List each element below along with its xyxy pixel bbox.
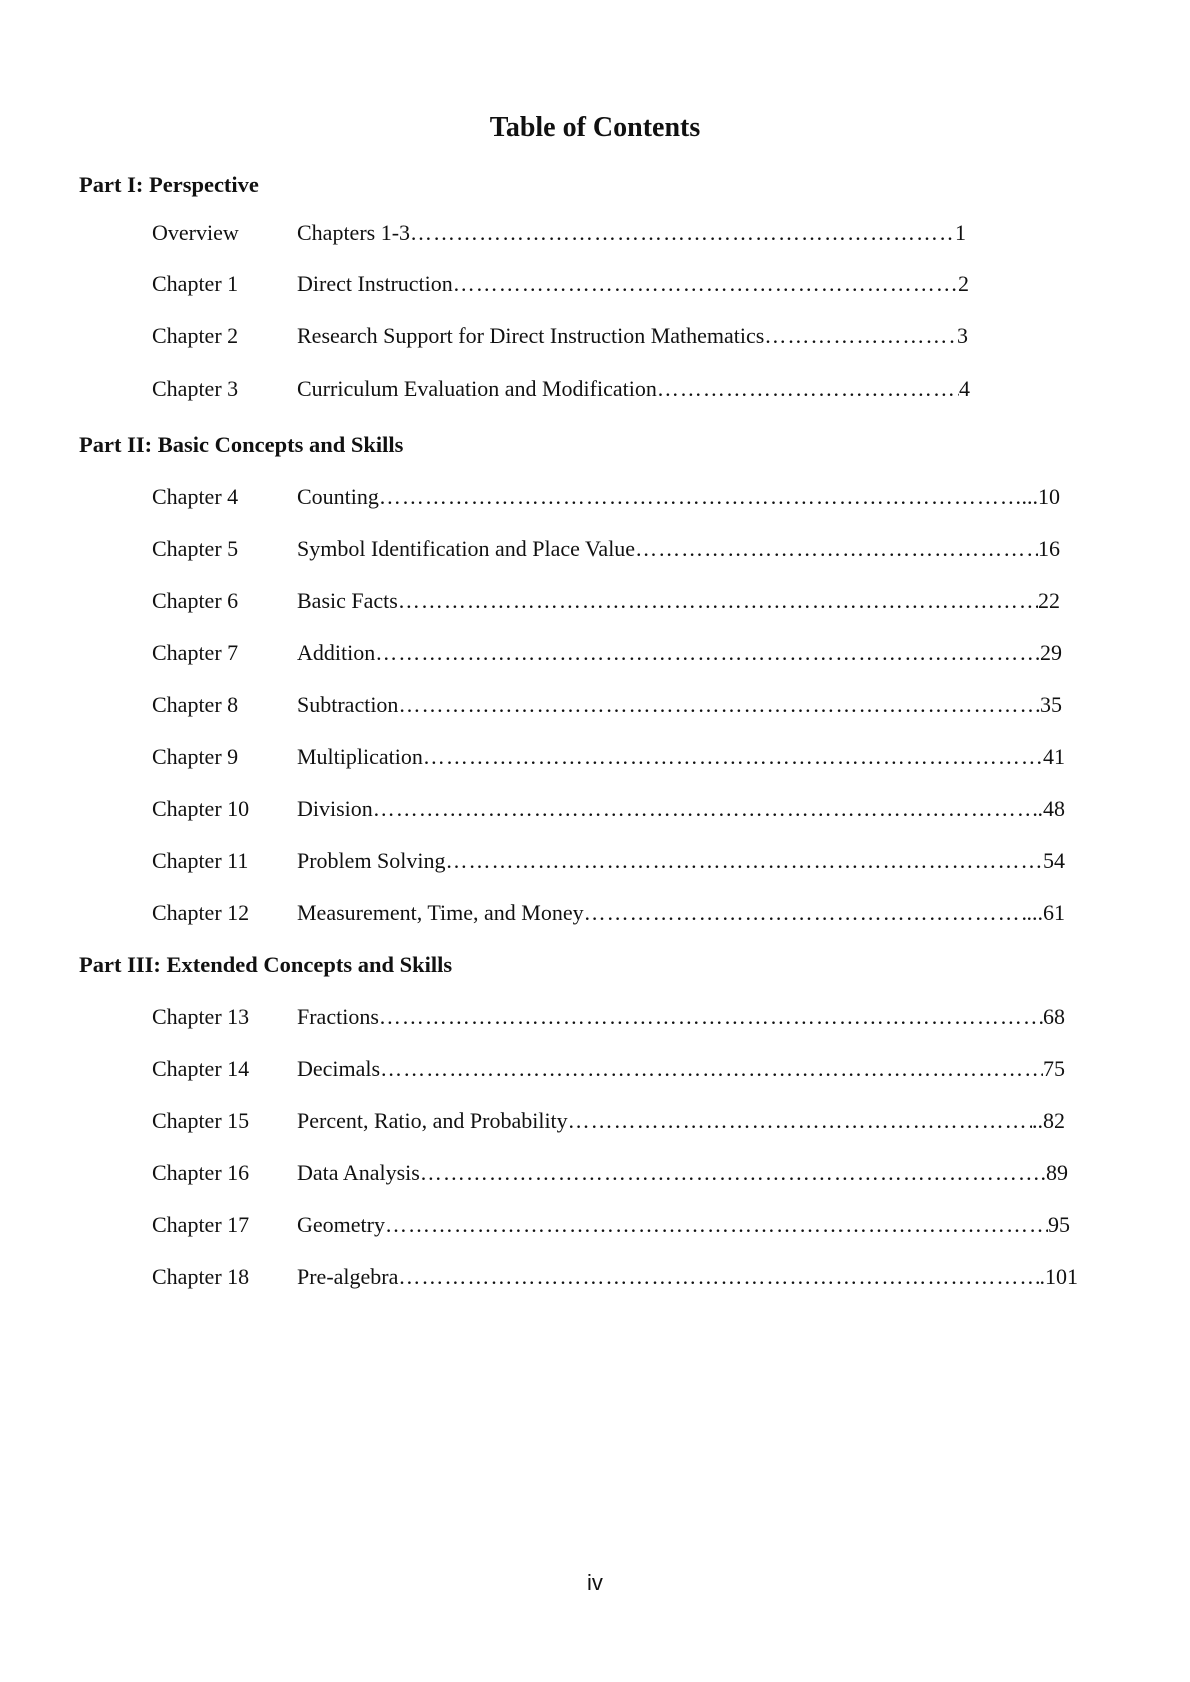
toc-entry[interactable]: [152, 846, 1065, 876]
toc-entry[interactable]: [152, 898, 1065, 928]
entry-label: Chapter 11: [152, 848, 249, 873]
toc-entry[interactable]: [152, 374, 970, 404]
toc-entry[interactable]: [152, 1002, 1065, 1032]
entry-page-number: ...61: [1026, 900, 1065, 925]
toc-entry[interactable]: [152, 269, 969, 299]
toc-entry[interactable]: [152, 742, 1065, 772]
entry-page-number: 41: [1043, 744, 1065, 769]
entry-title: Addition: [297, 640, 376, 665]
entry-label: Chapter 15: [152, 1108, 250, 1133]
entry-title: Fractions: [297, 1004, 379, 1029]
entry-label: Chapter 5: [152, 536, 239, 561]
dot-leader: [635, 534, 1038, 564]
entry-page-number: 75: [1043, 1056, 1065, 1081]
entry-page-number: 4: [959, 376, 970, 401]
dot-leader: [379, 482, 1022, 512]
dot-leader: [657, 374, 959, 404]
entry-title: Direct Instruction: [297, 271, 453, 296]
toc-entry[interactable]: [152, 1106, 1065, 1136]
dot-leader: [410, 218, 955, 248]
dot-leader: [420, 1158, 1041, 1188]
part-heading: Part I: Perspective: [79, 172, 259, 197]
toc-entry[interactable]: [152, 534, 1060, 564]
entry-page-number: 1: [955, 220, 966, 245]
entry-title: Percent, Ratio, and Probability: [297, 1108, 568, 1133]
entry-title: Counting: [297, 484, 379, 509]
entry-label: Chapter 6: [152, 588, 239, 613]
part-heading: Part III: Extended Concepts and Skills: [79, 952, 453, 977]
dot-leader: [398, 690, 1040, 720]
entry-page-number: 22: [1038, 588, 1060, 613]
entry-label: Overview: [152, 220, 239, 245]
entry-title: Curriculum Evaluation and Modification: [297, 376, 657, 401]
dot-leader: [423, 742, 1043, 772]
toc-entry[interactable]: [152, 218, 966, 248]
dot-leader: [568, 1106, 1032, 1136]
dot-leader: [375, 638, 1040, 668]
entry-label: Chapter 10: [152, 796, 250, 821]
entry-page-number: 68: [1043, 1004, 1065, 1029]
entry-page-number: 95: [1048, 1212, 1070, 1237]
entry-title: Data Analysis: [297, 1160, 420, 1185]
entry-label: Chapter 12: [152, 900, 250, 925]
toc-title: Table of Contents: [489, 112, 701, 143]
entry-label: Chapter 4: [152, 484, 239, 509]
entry-title: Division: [297, 796, 373, 821]
entry-label: Chapter 1: [152, 271, 239, 296]
entry-label: Chapter 17: [152, 1212, 250, 1237]
entry-title: Research Support for Direct Instruction Mathematics: [297, 323, 765, 348]
toc-entry[interactable]: [152, 638, 1062, 668]
part-heading: Part II: Basic Concepts and Skills: [79, 432, 404, 457]
entry-page-number: 16: [1038, 536, 1060, 561]
dot-leader: [398, 586, 1038, 616]
dot-leader: [453, 269, 958, 299]
entry-label: Chapter 16: [152, 1160, 250, 1185]
toc-entry[interactable]: [152, 1158, 1068, 1188]
entry-title: Subtraction: [297, 692, 399, 717]
dot-leader: [398, 1262, 1039, 1292]
dot-leader: [446, 846, 1043, 876]
toc-entry[interactable]: [152, 1054, 1065, 1084]
entry-title: Measurement, Time, and Money: [297, 900, 584, 925]
entry-label: Chapter 2: [152, 323, 239, 348]
entry-title: Decimals: [297, 1056, 381, 1081]
entry-label: Chapter 9: [152, 744, 239, 769]
entry-title: Symbol Identification and Place Value: [297, 536, 636, 561]
dot-leader: [379, 1002, 1043, 1032]
entry-page-number: ..82: [1032, 1108, 1065, 1133]
page-number-footer: iv: [587, 1570, 603, 1595]
dot-leader: [385, 1210, 1048, 1240]
toc-entry[interactable]: [152, 690, 1062, 720]
entry-label: Chapter 18: [152, 1264, 250, 1289]
entry-title: Problem Solving: [297, 848, 446, 873]
entry-title: Basic Facts: [297, 588, 398, 613]
entry-page-number: 35: [1040, 692, 1062, 717]
dot-leader: [373, 794, 1038, 824]
entry-label: Chapter 3: [152, 376, 239, 401]
entry-page-number: 29: [1040, 640, 1062, 665]
entry-page-number: .48: [1037, 796, 1065, 821]
entry-label: Chapter 13: [152, 1004, 250, 1029]
entry-title: Geometry: [297, 1212, 385, 1237]
entry-page-number: 2: [958, 271, 969, 296]
entry-label: Chapter 14: [152, 1056, 250, 1081]
toc-entry[interactable]: [152, 1210, 1070, 1240]
entry-title: Chapters 1-3: [297, 220, 411, 245]
entry-title: Multiplication: [297, 744, 423, 769]
entry-page-number: 54: [1043, 848, 1065, 873]
entry-page-number: .89: [1040, 1160, 1068, 1185]
dot-leader: [584, 898, 1027, 928]
entry-page-number: .101: [1039, 1264, 1078, 1289]
entry-label: Chapter 7: [152, 640, 239, 665]
entry-page-number: ...10: [1021, 484, 1060, 509]
entry-title: Pre-algebra: [297, 1264, 399, 1289]
entry-page-number: 3: [957, 323, 968, 348]
toc-entry[interactable]: [152, 482, 1060, 512]
toc-entry[interactable]: [152, 321, 968, 351]
toc-entry[interactable]: [152, 1262, 1078, 1292]
toc-entry[interactable]: [152, 586, 1060, 616]
dot-leader: [764, 321, 957, 351]
entry-label: Chapter 8: [152, 692, 239, 717]
toc-entry[interactable]: [152, 794, 1065, 824]
dot-leader: [380, 1054, 1043, 1084]
